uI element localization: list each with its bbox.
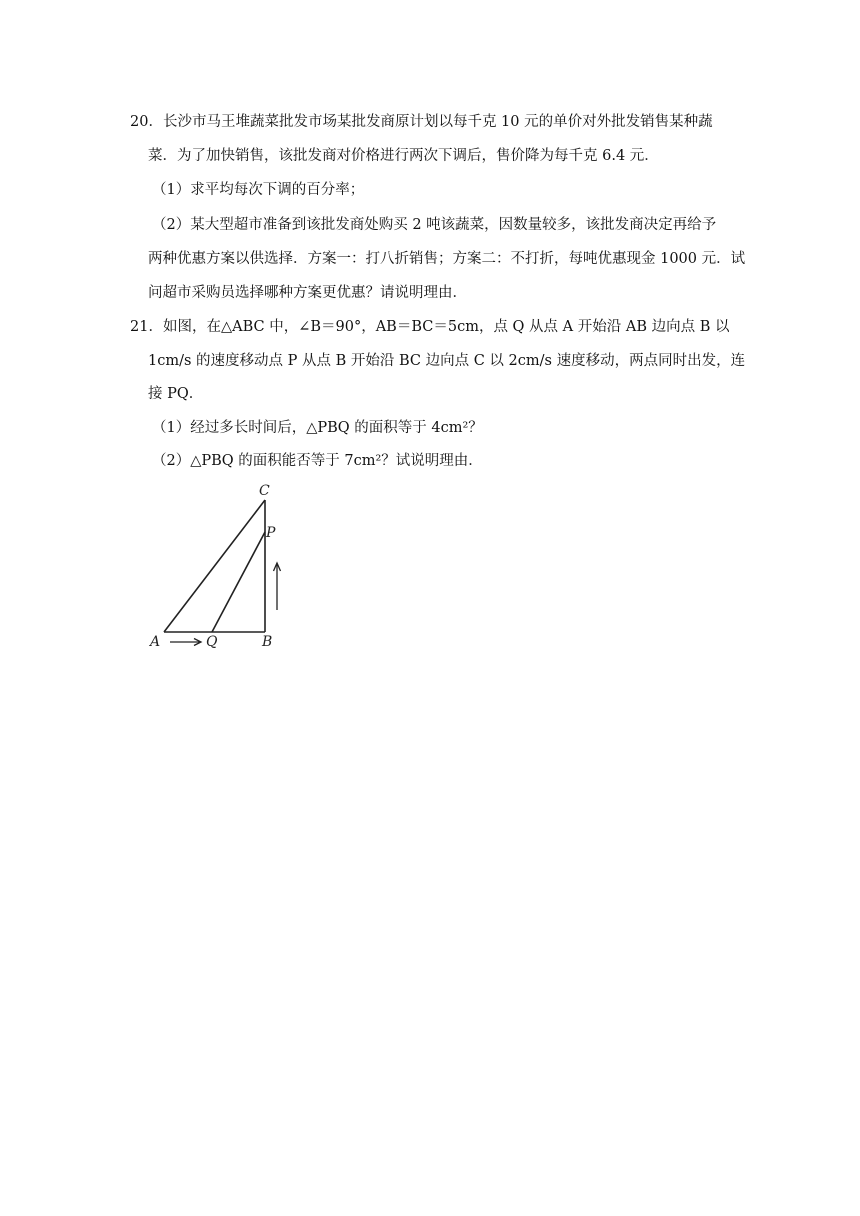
q20-subquestion-1: （1）求平均每次下调的百分率； <box>152 182 365 198</box>
segment-pq <box>212 532 265 632</box>
label-c: C <box>259 483 270 499</box>
q20-subquestion-2-line-2: 两种优惠方案以供选择．方案一：打八折销售；方案二：不打折，每吨优惠现金 1000 元．试 <box>148 251 746 267</box>
q21-stem-line-2: 1cm/s 的速度移动点 P 从点 B 开始沿 BC 边向点 C 以 2cm/s 速度移动，两点同时出发，连 <box>148 353 746 369</box>
q21-subquestion-2: （2）△PBQ 的面积能否等于 7cm²？试说明理由． <box>152 453 483 469</box>
label-a: A <box>150 634 161 650</box>
label-q: Q <box>206 634 218 650</box>
q21-subquestion-1: （1）经过多长时间后，△PBQ 的面积等于 4cm²？ <box>152 420 483 436</box>
q20-stem-line-2: 菜．为了加快销售，该批发商对价格进行两次下调后，售价降为每千克 6.4 元． <box>148 148 659 164</box>
triangle-figure <box>140 480 300 655</box>
q20-subquestion-2-line-1: （2）某大型超市准备到该批发商处购买 2 吨该蔬菜，因数量较多，该批发商决定再给予 <box>152 217 717 233</box>
q20-subquestion-2-line-3: 问超市采购员选择哪种方案更优惠？请说明理由． <box>148 285 467 301</box>
label-p: P <box>266 525 276 541</box>
segment-ac <box>164 500 265 632</box>
q21-stem-line-1: 21．如图，在△ABC 中，∠B＝90°，AB＝BC＝5cm，点 Q 从点 A 开始沿 AB 边向点 B 以 <box>130 319 730 335</box>
label-b: B <box>262 634 273 650</box>
q20-stem-line-1: 20．长沙市马王堆蔬菜批发市场某批发商原计划以每千克 10 元的单价对外批发销售某种蔬 <box>130 114 713 130</box>
q21-stem-line-3: 接 PQ． <box>148 386 204 402</box>
